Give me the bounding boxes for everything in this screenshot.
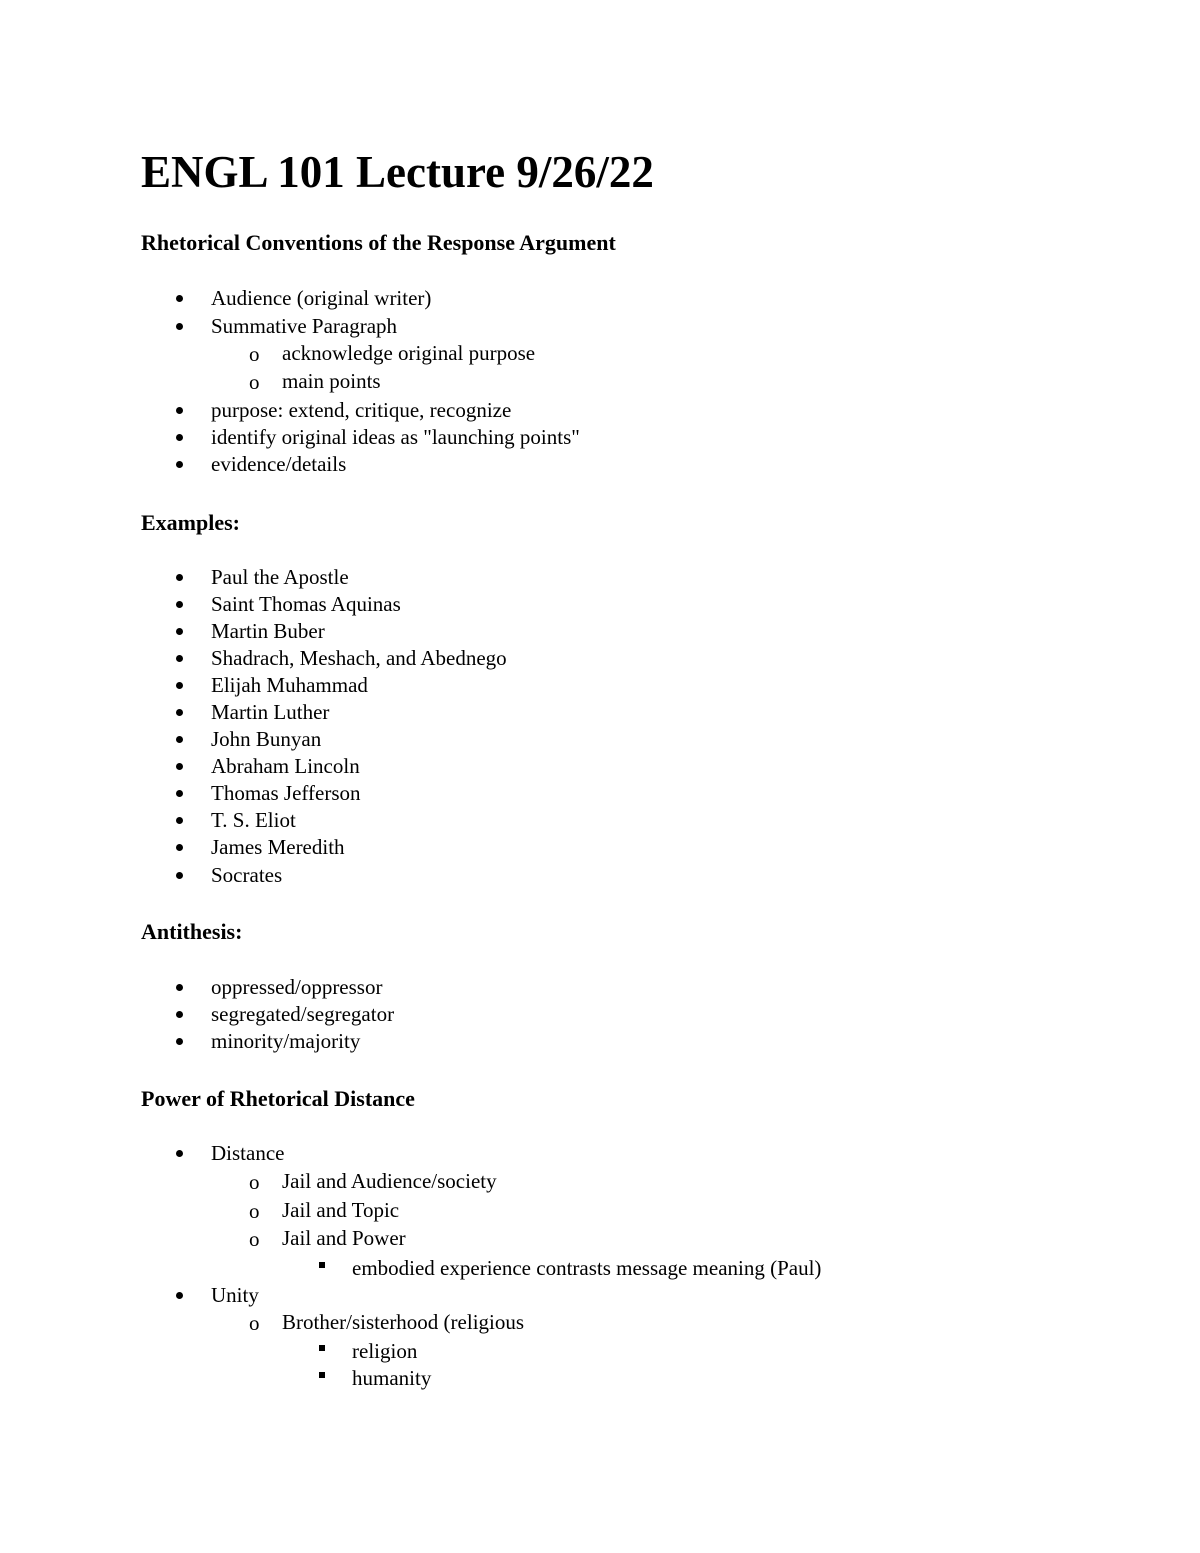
- list-item: Brother/sisterhood (religious: [282, 1310, 525, 1334]
- bullet-square-icon: [319, 1345, 325, 1351]
- list-item: T. S. Eliot: [211, 808, 296, 832]
- list-item: Summative Paragraph: [211, 314, 398, 338]
- bullet-disc-icon: [176, 323, 183, 330]
- bullet-disc-icon: [176, 655, 183, 662]
- bullet-disc-icon: [176, 407, 183, 414]
- bullet-disc-icon: [176, 434, 183, 441]
- list-item: purpose: extend, critique, recognize: [211, 398, 512, 422]
- bullet-square-icon: [319, 1262, 325, 1268]
- bullet-ring-icon: o: [249, 1199, 260, 1223]
- list-item: evidence/details: [211, 452, 347, 476]
- list-item: Socrates: [211, 863, 283, 887]
- list-item: Shadrach, Meshach, and Abednego: [211, 646, 507, 670]
- list-item: identify original ideas as "launching points": [211, 425, 580, 449]
- bullet-disc-icon: [176, 709, 183, 716]
- section-heading-examples: Examples:: [141, 510, 240, 535]
- bullet-ring-icon: o: [249, 1170, 260, 1194]
- section-heading-distance: Power of Rhetorical Distance: [141, 1086, 415, 1111]
- bullet-disc-icon: [176, 682, 183, 689]
- bullet-disc-icon: [176, 601, 183, 608]
- list-item: Distance: [211, 1141, 285, 1165]
- list-item: segregated/segregator: [211, 1002, 395, 1026]
- bullet-disc-icon: [176, 574, 183, 581]
- bullet-disc-icon: [176, 1150, 183, 1157]
- bullet-ring-icon: o: [249, 1311, 260, 1335]
- list-item: minority/majority: [211, 1029, 361, 1053]
- list-item: Martin Luther: [211, 700, 330, 724]
- list-item: John Bunyan: [211, 727, 322, 751]
- section-heading-conventions: Rhetorical Conventions of the Response Argument: [141, 230, 616, 255]
- list-item: Saint Thomas Aquinas: [211, 592, 401, 616]
- list-item: embodied experience contrasts message meaning (Paul): [352, 1256, 822, 1280]
- bullet-ring-icon: o: [249, 1227, 260, 1251]
- section-heading-antithesis: Antithesis:: [141, 919, 243, 944]
- bullet-ring-icon: o: [249, 370, 260, 394]
- list-item: oppressed/oppressor: [211, 975, 383, 999]
- list-item: religion: [352, 1339, 418, 1363]
- bullet-disc-icon: [176, 872, 183, 879]
- bullet-disc-icon: [176, 1038, 183, 1045]
- bullet-disc-icon: [176, 790, 183, 797]
- list-item: Jail and Audience/society: [282, 1169, 497, 1193]
- list-item: Unity: [211, 1283, 259, 1307]
- list-item: acknowledge original purpose: [282, 341, 536, 365]
- list-item: Martin Buber: [211, 619, 325, 643]
- bullet-disc-icon: [176, 628, 183, 635]
- list-item: Jail and Power: [282, 1226, 406, 1250]
- bullet-disc-icon: [176, 984, 183, 991]
- bullet-disc-icon: [176, 736, 183, 743]
- list-item: James Meredith: [211, 835, 345, 859]
- list-item: Jail and Topic: [282, 1198, 400, 1222]
- bullet-disc-icon: [176, 461, 183, 468]
- bullet-disc-icon: [176, 844, 183, 851]
- bullet-disc-icon: [176, 295, 183, 302]
- bullet-square-icon: [319, 1372, 325, 1378]
- list-item: humanity: [352, 1366, 432, 1390]
- bullet-disc-icon: [176, 1292, 183, 1299]
- list-item: Elijah Muhammad: [211, 673, 368, 697]
- bullet-disc-icon: [176, 763, 183, 770]
- list-item: Abraham Lincoln: [211, 754, 360, 778]
- bullet-disc-icon: [176, 817, 183, 824]
- list-item: Thomas Jefferson: [211, 781, 361, 805]
- bullet-disc-icon: [176, 1011, 183, 1018]
- list-item: Paul the Apostle: [211, 565, 349, 589]
- page-title: ENGL 101 Lecture 9/26/22: [141, 147, 654, 197]
- list-item: main points: [282, 369, 381, 393]
- list-item: Audience (original writer): [211, 286, 432, 310]
- bullet-ring-icon: o: [249, 342, 260, 366]
